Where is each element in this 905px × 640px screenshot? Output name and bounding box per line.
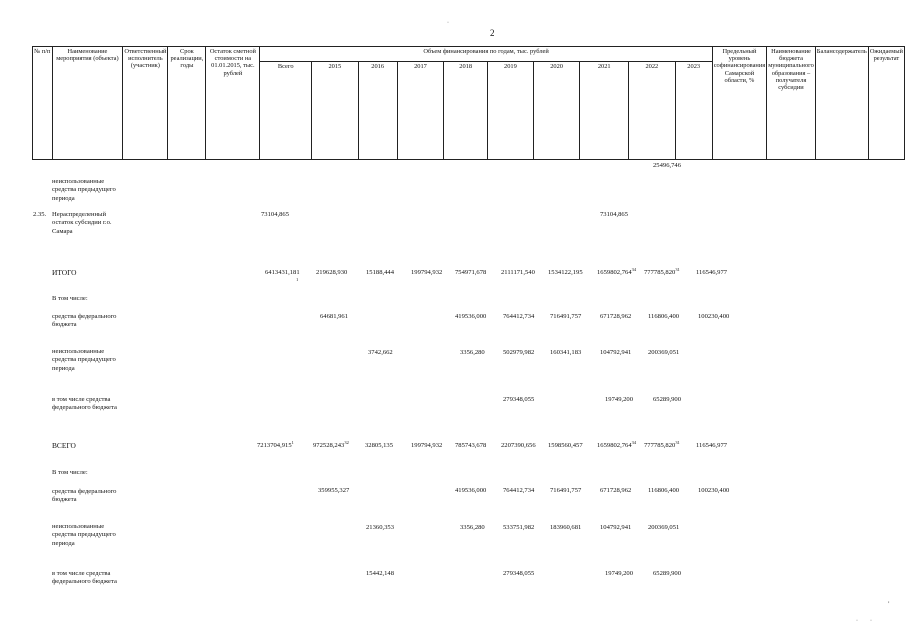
col-header-year: 2020 bbox=[533, 62, 580, 160]
cell-value: 104792,941 bbox=[600, 349, 632, 356]
col-header-holder: Балансодержатель bbox=[815, 47, 868, 160]
cell-value: 502979,982 bbox=[503, 349, 535, 356]
col-header-name: Наименование мероприятия (объекта) bbox=[52, 47, 123, 160]
cell-value: 3742,662 bbox=[368, 349, 393, 356]
cell-value: 65289,900 bbox=[653, 396, 682, 403]
cell-value: 7213704,915$^1$ bbox=[257, 439, 294, 449]
cell-value: 116546,977 bbox=[696, 442, 728, 449]
cell-value: 1659802,764$^{34}$ bbox=[597, 439, 637, 449]
col-header-year: 2023 bbox=[675, 62, 712, 160]
cell-value: 183960,681 bbox=[550, 524, 582, 531]
cell-value: 2111171,540 bbox=[501, 269, 535, 276]
cell-value: 160341,183 bbox=[550, 349, 582, 356]
col-header-year: 2022 bbox=[629, 62, 676, 160]
cell-value: 199794,932 bbox=[411, 442, 443, 449]
cell-value: 116806,400 bbox=[648, 313, 680, 320]
cell-value: 21360,353 bbox=[366, 524, 395, 531]
cell-value: 279348,055 bbox=[503, 396, 535, 403]
cell-value: 19749,200 bbox=[605, 570, 634, 577]
col-header-year: 2019 bbox=[488, 62, 534, 160]
col-header-year: 2015 bbox=[312, 62, 359, 160]
cell-value: 65289,900 bbox=[653, 570, 682, 577]
cell-value: 200369,051 bbox=[648, 349, 680, 356]
scan-speck: · bbox=[447, 20, 449, 26]
cell-value: 32805,135 bbox=[365, 442, 394, 449]
cell-value: 671728,962 bbox=[600, 487, 632, 494]
row-number: 2.35. bbox=[33, 211, 47, 218]
row-label: В том числе: bbox=[52, 469, 88, 476]
cell-value: 716491,757 bbox=[550, 313, 582, 320]
col-header-funding: Объем финансирования по годам, тыс. рублей bbox=[260, 47, 712, 62]
cell-value: 1598560,457 bbox=[548, 442, 583, 449]
cell-value: 1659802,764$^{34}$ bbox=[597, 266, 637, 276]
cell-value: 972528,243$^{32}$ bbox=[313, 439, 349, 449]
row-label: неиспользованные средства предыдущего периода bbox=[52, 178, 116, 202]
cell-value: 785743,678 bbox=[455, 442, 487, 449]
table-header bbox=[32, 46, 905, 160]
col-header-limit: Предельный уровень софинансирования Самарской области, % bbox=[712, 47, 766, 160]
col-header-balance: Остаток сметной стоимости на 01.01.2015, тыс. рублей bbox=[206, 47, 260, 160]
cell-value: 777785,820$^{31}$ bbox=[644, 266, 680, 276]
cell-value: 73104,865 bbox=[600, 211, 629, 218]
row-label: в том числе средства федерального бюджета bbox=[52, 396, 117, 412]
cell-value: 671728,962 bbox=[600, 313, 632, 320]
col-header-period: Срок реализации, годы bbox=[168, 47, 206, 160]
row-label: Нераспределенный остаток субсидии г.о. Самара bbox=[52, 211, 112, 235]
cell-value: 64681,961 bbox=[320, 313, 349, 320]
row-label-itogo: ИТОГО bbox=[52, 268, 77, 277]
cell-value: 419536,000 bbox=[455, 313, 487, 320]
row-label: В том числе: bbox=[52, 295, 88, 302]
col-header-year: 2016 bbox=[358, 62, 397, 160]
page-number: 2 bbox=[490, 28, 495, 38]
cell-value: 2207390,656 bbox=[501, 442, 536, 449]
row-label: средства федерального бюджета bbox=[52, 488, 117, 504]
cell-value: 219628,930 bbox=[316, 269, 348, 276]
cell-value: 716491,757 bbox=[550, 487, 582, 494]
cell-value: 359955,327 bbox=[318, 487, 350, 494]
cell-value: 19749,200 bbox=[605, 396, 634, 403]
cell-value: 73104,865 bbox=[261, 211, 290, 218]
cell-value: 279348,055 bbox=[503, 570, 535, 577]
row-label: неиспользованные средства предыдущего периода bbox=[52, 348, 116, 372]
cell-value: 3356,280 bbox=[460, 349, 485, 356]
cell-value: 116806,400 bbox=[648, 487, 680, 494]
scan-speck: , bbox=[888, 598, 890, 604]
cell-value: 200369,051 bbox=[648, 524, 680, 531]
cell-value: 764412,734 bbox=[503, 487, 535, 494]
row-label-vsego: ВСЕГО bbox=[52, 441, 76, 450]
cell-value: 6413431,181 bbox=[265, 269, 300, 276]
col-header-num: № п/п bbox=[33, 47, 53, 160]
cell-value: 199794,932 bbox=[411, 269, 443, 276]
cell-value: 533751,982 bbox=[503, 524, 535, 531]
cell-value: 754971,678 bbox=[455, 269, 487, 276]
col-header-year: 2018 bbox=[444, 62, 488, 160]
row-label: средства федерального бюджета bbox=[52, 313, 117, 329]
cell-value: 15188,444 bbox=[366, 269, 395, 276]
cell-value: 764412,734 bbox=[503, 313, 535, 320]
cell-value: 100230,400 bbox=[698, 313, 730, 320]
cell-value: 3356,280 bbox=[460, 524, 485, 531]
cell-value: 25496,746 bbox=[653, 162, 682, 169]
col-header-year: 2017 bbox=[397, 62, 444, 160]
cell-value: 116546,977 bbox=[696, 269, 728, 276]
scan-speck: · bbox=[870, 618, 872, 624]
cell-value: 100230,400 bbox=[698, 487, 730, 494]
cell-value: 104792,941 bbox=[600, 524, 632, 531]
cell-value: 1534122,195 bbox=[548, 269, 583, 276]
row-label: в том числе средства федерального бюджета bbox=[52, 570, 117, 586]
col-header-recipient: Наименование бюджета муниципального образования – получателя субсидии bbox=[767, 47, 816, 160]
cell-value: 419536,000 bbox=[455, 487, 487, 494]
cell-sub: 1 bbox=[296, 277, 299, 282]
cell-value: 777785,820$^{31}$ bbox=[644, 439, 680, 449]
row-label: неиспользованные средства предыдущего периода bbox=[52, 523, 116, 547]
col-header-year: 2021 bbox=[580, 62, 629, 160]
col-header-result: Ожидаемый результат bbox=[868, 47, 904, 160]
col-header-total: Всего bbox=[260, 62, 312, 160]
col-header-resp: Ответственный исполнитель (участник) bbox=[123, 47, 168, 160]
scan-speck: · bbox=[856, 618, 858, 624]
cell-value: 15442,148 bbox=[366, 570, 395, 577]
